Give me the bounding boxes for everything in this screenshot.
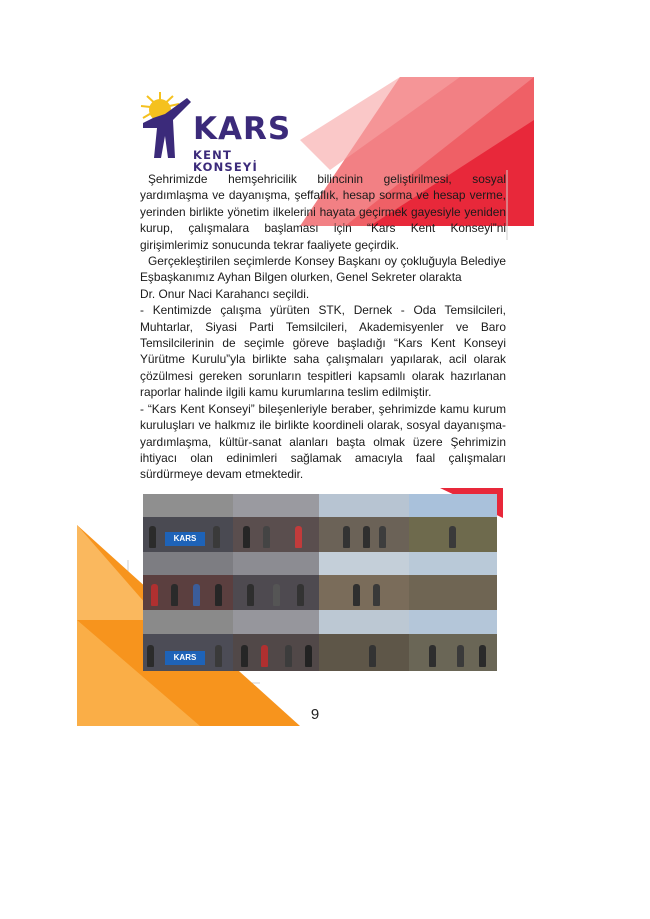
paragraph-elections: Gerçekleştirilen seçimlerde Konsey Başkanı oy çokluğuyla Belediye Eşbaşkanımız Ayhan Bilgen olurken, Genel Sekreter olarakta <box>140 254 506 285</box>
paragraph-secretary: Dr. Onur Naci Karahancı seçildi. <box>140 286 310 301</box>
photo-crowd-event <box>143 552 233 610</box>
photo-crowd-outdoor <box>233 610 319 671</box>
photo-collage <box>143 494 497 671</box>
paragraph-intro: Şehrimizde hemşehricilik bilincinin geliştirilmesi, sosyal yardımlaşma ve dayanışma, şeffaflık, hesap sorma ve hesap verme, yerinden birlikte yönetim ilkelerini hayata geçirmek gayesiyle yeniden kurup, çalışmalara başlaması için “Kars Kent Konseyi”ni girişimlerimiz sonucunda tekrar faaliyete geçirdik. <box>140 172 506 252</box>
kars-kent-konseyi-logo <box>135 88 295 174</box>
photo-muddy-road <box>409 552 497 610</box>
photo-street-walk <box>319 494 409 552</box>
paragraph-ongoing-work: - “Kars Kent Konseyi” bileşenleriyle beraber, şehrimizde kamu kurum kuruluşları ve halkmız ile birlikte koordineli olarak, sosyal dayanışma-yardımlaşma, kültür-sanat alanları başta olmak üzere Şehrimizin ihtiyacı olan edinimleri sağlamak amacıyla faal çalışmaları sürdürmeye devam etmektedir. <box>140 401 506 482</box>
photo-meeting-group <box>233 552 319 610</box>
photo-stand-crowd <box>143 494 233 552</box>
photo-trees-buildings <box>319 610 409 671</box>
page-number: 9 <box>310 706 320 723</box>
photo-road-inspection <box>409 610 497 671</box>
kars-banner-second: KARS <box>165 651 205 665</box>
photo-building-field <box>409 494 497 552</box>
logo-subtitle: KENT KONSEYİ <box>193 148 258 174</box>
photo-stand-people <box>143 610 233 671</box>
photo-village-houses <box>319 552 409 610</box>
kars-banner: KARS <box>165 532 205 546</box>
body-text <box>140 171 506 483</box>
paragraph-executive-board: - Kentimizde çalışma yürüten STK, Dernek - Oda Temsilcileri, Muhtarlar, Siyasi Parti Temsilcileri, Akademisyenler ve Baro Temsilcilerinin de seçimle göreve başladığı “Kars Kent Konseyi Yürütme Kurulu”yla birlikte saha çalışmaları yapılarak, acil olarak çözülmesi gereken sorunların tespitleri kapsamlı olarak hazırlanan raporlar halinde ilgili kamu kurumlarına teslim edilmiştir. <box>140 303 506 400</box>
logo-title: KARS <box>193 111 292 147</box>
photo-people-table <box>233 494 319 552</box>
